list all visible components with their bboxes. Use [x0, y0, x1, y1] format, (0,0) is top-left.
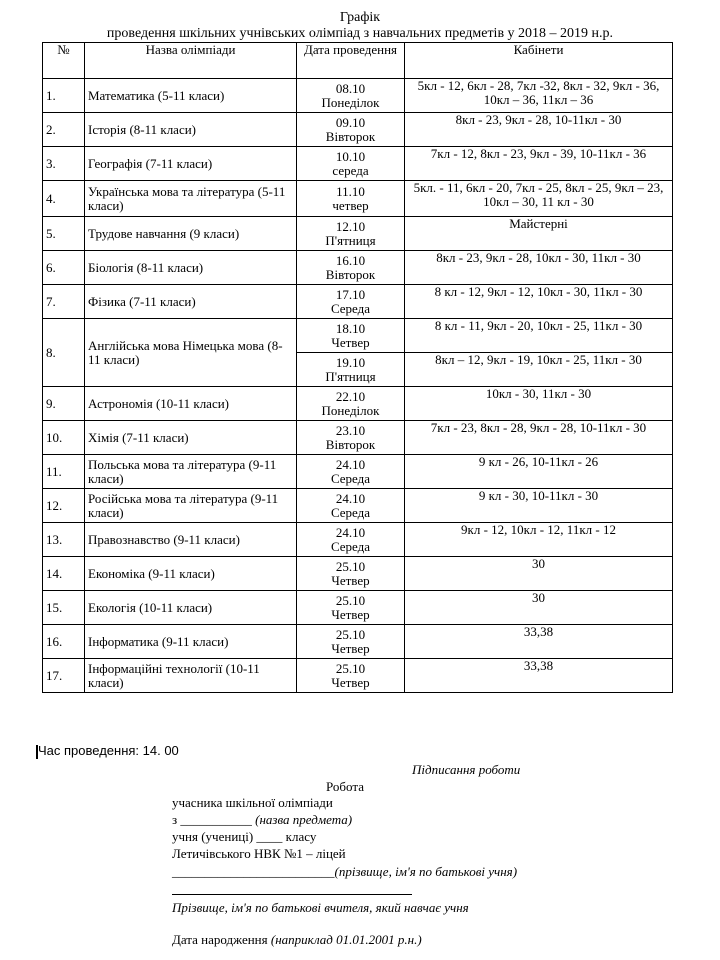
- weekday-value: Понеділок: [321, 402, 380, 418]
- work-label: Робота: [326, 779, 364, 794]
- date-value: 25.10: [335, 660, 366, 676]
- date-cell: [297, 251, 405, 285]
- date-cell: [297, 217, 405, 251]
- row-number: 14.: [43, 557, 85, 591]
- rooms-cell: 33,38: [405, 625, 673, 659]
- header-name: Назва олімпіади: [85, 43, 297, 79]
- table-row: [43, 387, 673, 421]
- date-value: 17.10: [335, 286, 366, 302]
- date-cell: [297, 523, 405, 557]
- table-row: [43, 147, 673, 181]
- date-cell: [297, 387, 405, 421]
- olympiad-name: Інформаційні технології (10-11 класи): [85, 659, 297, 693]
- table-row: [43, 285, 673, 319]
- rooms-cell: 30: [405, 557, 673, 591]
- row-number: 11.: [43, 455, 85, 489]
- weekday-value: Четвер: [331, 640, 370, 656]
- student-hint: (прізвище, ім'я по батькові учня): [334, 864, 518, 879]
- date-cell: [297, 659, 405, 693]
- row-number: 12.: [43, 489, 85, 523]
- weekday-value: Четвер: [331, 674, 370, 690]
- olympiad-name: Астрономія (10-11 класи): [85, 387, 297, 421]
- birth-line: [172, 932, 422, 948]
- table-header-row: [43, 43, 673, 79]
- rooms-cell: 9 кл - 26, 10-11кл - 26: [405, 455, 673, 489]
- weekday-value: Середа: [330, 470, 371, 486]
- olympiad-name: Польська мова та література (9-11 класи): [85, 455, 297, 489]
- table-row: [43, 113, 673, 147]
- date-value: 12.10: [335, 218, 366, 234]
- row-number: 15.: [43, 591, 85, 625]
- date-value: 09.10: [335, 114, 366, 130]
- table-row: [43, 659, 673, 693]
- weekday-value: середа: [332, 162, 369, 178]
- weekday-value: Середа: [330, 538, 371, 554]
- birth-label: Дата народження: [172, 932, 268, 947]
- rooms-cell: 5кл. - 11, 6кл - 20, 7кл - 25, 8кл - 25, 9кл – 23, 10кл – 30, 11 кл - 30: [405, 181, 673, 217]
- weekday-value: Четвер: [331, 572, 370, 588]
- rooms-cell: 33,38: [405, 659, 673, 693]
- weekday-value: Четвер: [331, 606, 370, 622]
- rooms-cell: 8кл – 12, 9кл - 19, 10кл - 25, 11кл - 30: [405, 353, 673, 387]
- weekday-value: четвер: [332, 197, 369, 213]
- date-value: 25.10: [335, 558, 366, 574]
- rooms-cell: 8кл - 23, 9кл - 28, 10кл - 30, 11кл - 30: [405, 251, 673, 285]
- header-date: Дата проведення: [297, 43, 405, 79]
- subject-prefix: з ___________: [172, 812, 252, 827]
- table-row: [43, 319, 673, 353]
- date-value: 23.10: [335, 422, 366, 438]
- olympiad-name: Англійська мова Німецька мова (8-11 класи): [85, 319, 297, 387]
- row-number: 16.: [43, 625, 85, 659]
- date-value: 16.10: [335, 252, 366, 268]
- olympiad-name: Правознавство (9-11 класи): [85, 523, 297, 557]
- date-cell: [297, 353, 405, 387]
- date-cell: [297, 79, 405, 113]
- olympiad-name: Історія (8-11 класи): [85, 113, 297, 147]
- table-body: [43, 79, 673, 693]
- date-cell: [297, 285, 405, 319]
- subject-hint: (назва предмета): [255, 812, 353, 827]
- rooms-cell: 7кл - 23, 8кл - 28, 9кл - 28, 10-11кл - 30: [405, 421, 673, 455]
- row-number: 9.: [43, 387, 85, 421]
- date-cell: [297, 455, 405, 489]
- signing-heading: Підписання роботи: [412, 762, 521, 777]
- rooms-cell: 9 кл - 30, 10-11кл - 30: [405, 489, 673, 523]
- date-cell: [297, 489, 405, 523]
- school-line: Летичівського НВК №1 – ліцей: [172, 846, 346, 861]
- grade-line: учня (учениці) ____ класу: [172, 829, 317, 844]
- date-value: 08.10: [335, 80, 366, 96]
- teacher-blank-line: [172, 894, 412, 895]
- weekday-value: Четвер: [331, 334, 370, 350]
- date-cell: [297, 113, 405, 147]
- date-value: 24.10: [335, 524, 366, 540]
- row-number: 17.: [43, 659, 85, 693]
- date-value: 24.10: [335, 456, 366, 472]
- date-cell: [297, 319, 405, 353]
- row-number: 13.: [43, 523, 85, 557]
- date-value: 10.10: [335, 148, 366, 164]
- row-number: 8.: [43, 319, 85, 387]
- row-number: 7.: [43, 285, 85, 319]
- date-value: 18.10: [335, 320, 366, 336]
- student-blank: _________________________: [172, 864, 335, 879]
- olympiad-name: Російська мова та література (9-11 класи): [85, 489, 297, 523]
- row-number: 1.: [43, 79, 85, 113]
- date-value: 22.10: [335, 388, 366, 404]
- date-value: 25.10: [335, 626, 366, 642]
- date-cell: [297, 591, 405, 625]
- rooms-cell: Майстерні: [405, 217, 673, 251]
- date-value: 19.10: [335, 354, 366, 370]
- olympiad-name: Інформатика (9-11 класи): [85, 625, 297, 659]
- participant-line: учасника шкільної олімпіади: [172, 795, 333, 810]
- date-cell: [297, 181, 405, 217]
- table-row: [43, 455, 673, 489]
- header-rooms: Кабінети: [405, 43, 673, 79]
- rooms-cell: 9кл - 12, 10кл - 12, 11кл - 12: [405, 523, 673, 557]
- olympiad-name: Фізика (7-11 класи): [85, 285, 297, 319]
- birth-hint: (наприклад 01.01.2001 р.н.): [270, 932, 422, 947]
- rooms-cell: 7кл - 12, 8кл - 23, 9кл - 39, 10-11кл - 36: [405, 147, 673, 181]
- rooms-cell: 8 кл - 11, 9кл - 20, 10кл - 25, 11кл - 30: [405, 319, 673, 353]
- teacher-hint: Прізвище, ім'я по батькові вчителя, який навчає учня: [172, 900, 469, 915]
- row-number: 3.: [43, 147, 85, 181]
- row-number: 6.: [43, 251, 85, 285]
- date-value: 25.10: [335, 592, 366, 608]
- table-row: [43, 79, 673, 113]
- date-cell: [297, 421, 405, 455]
- olympiad-name: Екологія (10-11 класи): [85, 591, 297, 625]
- title-line: Графік: [339, 10, 381, 25]
- weekday-value: Вівторок: [325, 436, 376, 452]
- row-number: 5.: [43, 217, 85, 251]
- olympiad-name: Економіка (9-11 класи): [85, 557, 297, 591]
- rooms-cell: 8кл - 23, 9кл - 28, 10-11кл - 30: [405, 113, 673, 147]
- date-value: 24.10: [335, 490, 366, 506]
- weekday-value: Вівторок: [325, 266, 376, 282]
- table-row: [43, 557, 673, 591]
- weekday-value: П'ятниця: [325, 368, 376, 384]
- subtitle-line: проведення шкільних учнівських олімпіад з навчальних предметів у 2018 – 2019 н.р.: [106, 26, 614, 41]
- olympiad-schedule-table: [42, 42, 673, 693]
- olympiad-name: Географія (7-11 класи): [85, 147, 297, 181]
- rooms-cell: 8 кл - 12, 9кл - 12, 10кл - 30, 11кл - 30: [405, 285, 673, 319]
- date-cell: [297, 557, 405, 591]
- rooms-cell: 10кл - 30, 11кл - 30: [405, 387, 673, 421]
- date-cell: [297, 147, 405, 181]
- row-number: 10.: [43, 421, 85, 455]
- date-cell: [297, 625, 405, 659]
- student-line: [172, 864, 517, 880]
- rooms-cell: 30: [405, 591, 673, 625]
- table-row: [43, 251, 673, 285]
- header-num: №: [43, 43, 85, 79]
- olympiad-name: Трудове навчання (9 класи): [85, 217, 297, 251]
- weekday-value: Вівторок: [325, 128, 376, 144]
- table-row: [43, 489, 673, 523]
- weekday-value: Середа: [330, 504, 371, 520]
- table-row: [43, 523, 673, 557]
- weekday-value: Понеділок: [321, 94, 380, 110]
- document-title: [0, 10, 720, 42]
- olympiad-name: Біологія (8-11 класи): [85, 251, 297, 285]
- weekday-value: П'ятниця: [325, 232, 376, 248]
- table-row: [43, 625, 673, 659]
- date-value: 11.10: [336, 183, 365, 199]
- subject-line: [172, 812, 352, 828]
- row-number: 4.: [43, 181, 85, 217]
- row-number: 2.: [43, 113, 85, 147]
- table-row: [43, 421, 673, 455]
- rooms-cell: 5кл - 12, 6кл - 28, 7кл -32, 8кл - 32, 9кл - 36, 10кл – 36, 11кл – 36: [405, 79, 673, 113]
- table-row: [43, 181, 673, 217]
- time-note: Час проведення: 14. 00: [38, 743, 179, 758]
- olympiad-name: Хімія (7-11 класи): [85, 421, 297, 455]
- table-row: [43, 217, 673, 251]
- olympiad-name: Українська мова та література (5-11 класи): [85, 181, 297, 217]
- weekday-value: Середа: [330, 300, 371, 316]
- table-row: [43, 591, 673, 625]
- olympiad-name: Математика (5-11 класи): [85, 79, 297, 113]
